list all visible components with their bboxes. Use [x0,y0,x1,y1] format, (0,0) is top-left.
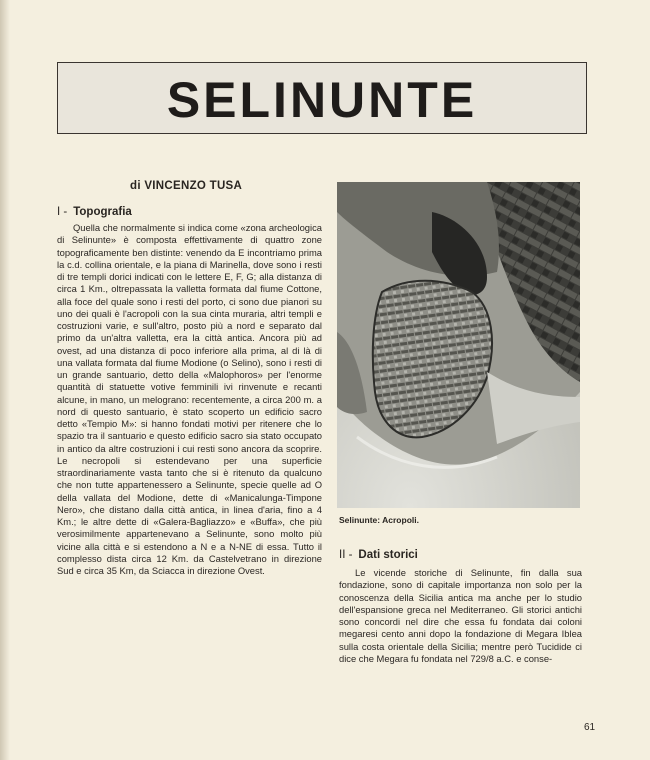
section-1-number: I - [57,206,68,218]
section-1-text: Quella che normalmente si indica come «zona archeologica di Selinunte» è composta effettivamente di quattro zone topograficamente ben distinte: venendo da E incontriamo prima la c.d. collina orientale, e la piana di Marinella, dove sono i resti di tre templi dorici indicati con le lettere E, F, G; alla distanza di circa 1 Km., oltrepassata la valletta formata dal fiume Cottone, alla foce del quale sono i resti del porto, ci sono due pianori su uno dei quali è l'acropoli con la sua cinta muraria, altri templi e costruzioni varie, e sull'altro, posto più a nord e separato dal primo da un'altra valletta, era la città antica. Ancora più ad ovest, ad una distanza di poco inferiore alla prima, al di là di una vallata formata dal fiume Modione (o Selino), sono i resti di un grande santuario, detto della «Malophoros» per l'enorme quantità di statuette votive femminili ivi rinvenute e recanti alcune, in mano, un melograno: recentemente, a circa 200 m. a nord di questo santuario, è stato scoperto un edificio sacro detto «Tempio M»: si hanno fondati motivi per ritenere che lo spazio tra il santuario e questo edificio sacro sia stato occupato in antico da altre costruzioni i cui resti sono ancora da scoprire. Le necropoli si estendevano per una superficie straordinariamente vasta tanto che si è ritenuto da qualcuno che non tutte appartenessero a Selinunte, specie quelle ad O della vallata del Modione, dette di «Manicalunga-Timpone Nero», che distano dalla città antica, in linea d'aria, fino a 4 Km.; le altre dette di «Galera-Bagliazzo» e «Buffa», che più verosimilmente appartenevano a Selinunte, sono molto più vicine alla città e si estendono a N e a N-NE di essa. Tutto il complesso dista circa 12 Km. da Castelvetrano in direzione Sud e circa 35 Km, da Sciacca in direzione Ovest. [57,222,322,576]
page-number: 61 [584,722,596,733]
section-2-text: Le vicende storiche di Selinunte, fin dalla sua fondazione, sono di capitale importanza non solo per la conoscenza della Sicilia antica ma anche per lo studio dell'espansione greca nel Mediterraneo. Gli storici antichi sono concordi nel dire che essa fu fondata dai coloni megaresi cento anni dopo la fondazione di Megara Iblea sulla costa orientale della Sicilia; mentre però Tucidide ci dice che Megara fu fondata nel 729/8 a.C. e conse- [339,567,582,664]
section-1-heading [57,206,132,218]
title-box [57,62,587,134]
page-edge [0,0,10,760]
section-2-number: II - [339,549,353,561]
page-title: SELINUNTE [166,72,478,128]
photo-caption: Selinunte: Acropoli. [339,515,419,525]
author-line: di VINCENZO TUSA [130,180,243,192]
section-1-title: Topografia [73,206,132,218]
section-2-heading [339,549,418,561]
aerial-photo-image [337,182,580,508]
section-2-title: Dati storici [358,549,418,561]
aerial-photo-acropolis [337,182,580,508]
